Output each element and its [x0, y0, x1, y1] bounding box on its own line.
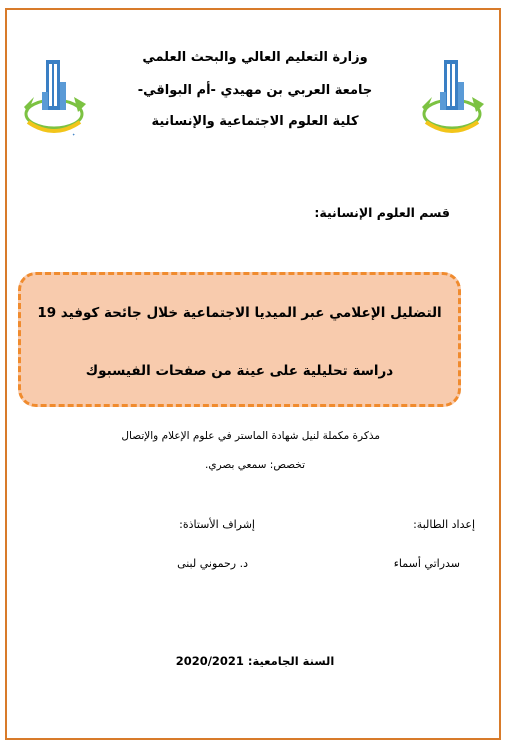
title-box — [18, 272, 461, 407]
university-heading: جامعة العربي بن مهيدي -أم البواقي- — [137, 83, 373, 98]
thesis-subtitle: دراسة تحليلية على عينة من صفحات الفيسبوك — [85, 363, 394, 379]
student-name: سدراتي أسماء — [393, 557, 460, 570]
prepared-by-label: إعداد الطالبة: — [413, 518, 475, 531]
academic-year: السنة الجامعية: 2020/2021 — [175, 654, 335, 668]
faculty-heading: كلية العلوم الاجتماعية والإنسانية — [151, 114, 359, 129]
thesis-title: التضليل الإعلامي عبر الميديا الاجتماعية خلال جائحة كوفيد 19 — [37, 305, 442, 321]
supervision-label: إشراف الأستاذة: — [179, 518, 255, 531]
svg-text:✦: ✦ — [72, 132, 76, 137]
supervisor-name: د. رحموني لبنى — [177, 557, 248, 570]
ministry-heading: وزارة التعليم العالي والبحث العلمي — [142, 50, 368, 65]
department-label: قسم العلوم الإنسانية: — [314, 205, 450, 220]
memo-text: مذكرة مكملة لنيل شهادة الماستر في علوم الإعلام والإتصال — [121, 430, 380, 442]
specialty-text: تخصص: سمعي بصري. — [205, 459, 305, 471]
